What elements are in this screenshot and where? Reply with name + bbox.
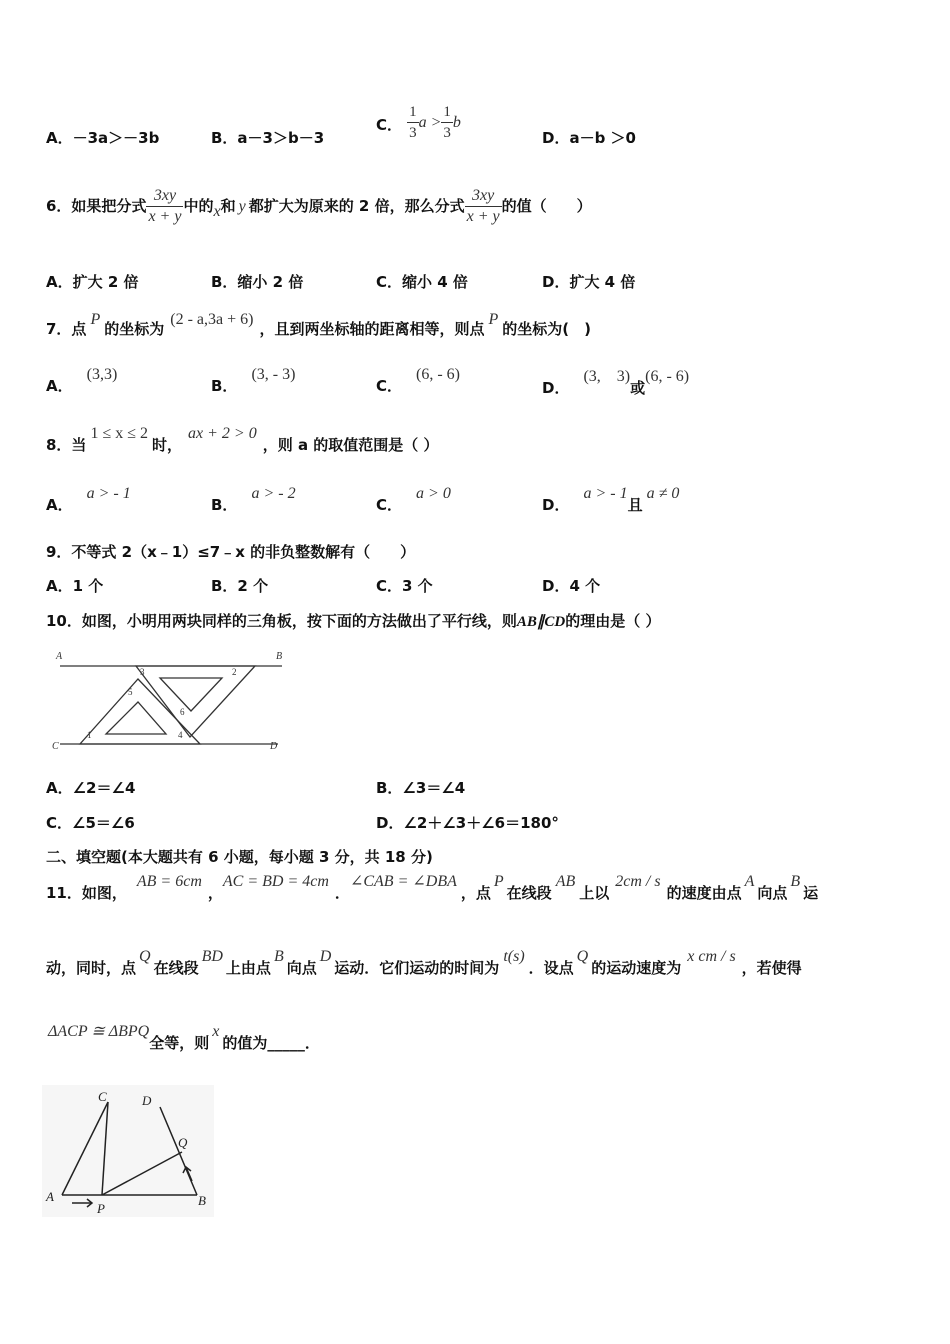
q7-option-a: A．(3,3) bbox=[46, 366, 118, 395]
q6-fraction-2: $\frac{3xy}{x + y}$ bbox=[466, 187, 500, 225]
q7-option-d: D．(3, 3)或(6, - 6) bbox=[542, 368, 690, 397]
fig-angle-5: 5 bbox=[128, 687, 133, 697]
q11-line-3: ΔACP ≅ ΔBPQ全等，则x的值为_____． bbox=[48, 1023, 320, 1052]
fig-angle-6: 6 bbox=[180, 707, 185, 717]
q5-option-c-label: C． bbox=[376, 116, 403, 134]
q8-option-d: D．a > - 1且a ≠ 0 bbox=[542, 485, 680, 514]
q9-option-b: B．2 个 bbox=[211, 577, 269, 595]
q6-option-c: C．缩小 4 倍 bbox=[376, 273, 468, 291]
q10-stem: 10．如图，小明用两块同样的三角板，按下面的方法做出了平行线，则AB∥CD的理由是（ ） bbox=[46, 612, 661, 630]
q5-option-a: A．－3a＞－3b bbox=[46, 129, 160, 147]
q8-range: 1 ≤ x ≤ 2 bbox=[90, 425, 148, 442]
q8-text-3: ，则 a 的取值范围是（ ） bbox=[262, 436, 439, 454]
q9-option-a: A．1 个 bbox=[46, 577, 104, 595]
q11-angles: ∠CAB = ∠DBA bbox=[349, 873, 457, 890]
q7-text-4: 的坐标为( ) bbox=[502, 320, 591, 338]
q8-option-b: B．a > - 2 bbox=[211, 485, 296, 514]
q8-text-1: 8．当 bbox=[46, 436, 87, 454]
fig-label-b: B bbox=[276, 651, 283, 662]
q11-speed: 2cm / s bbox=[615, 873, 661, 890]
q10-option-a: A．∠2＝∠4 bbox=[46, 779, 136, 797]
q11-figure bbox=[42, 1085, 214, 1217]
q7-option-b: B．(3, - 3) bbox=[211, 366, 296, 395]
q7-coord: (2 - a,3a + 6) bbox=[170, 311, 254, 328]
q10-option-b: B．∠3＝∠4 bbox=[376, 779, 466, 797]
q9-option-c: C．3 个 bbox=[376, 577, 433, 595]
fig11-label-c: C bbox=[98, 1089, 107, 1104]
q11-q-speed: x cm / s bbox=[687, 948, 736, 965]
q11-line-1: 11．如图，AB = 6cm，AC = BD = 4cm．∠CAB = ∠DBA，点P在线段AB上以2cm / s的速度由点A向点B运 bbox=[46, 873, 819, 902]
fig-label-c: C bbox=[52, 741, 59, 752]
fig-angle-1: 1 bbox=[87, 730, 92, 740]
fig-angle-4: 4 bbox=[178, 730, 183, 740]
q6-stem bbox=[46, 186, 592, 227]
fig11-label-b: B bbox=[198, 1193, 206, 1208]
q6-text-2: 和 bbox=[220, 197, 236, 215]
q6-option-a: A．扩大 2 倍 bbox=[46, 273, 139, 291]
q7-text-1: 7．点 bbox=[46, 320, 87, 338]
q11-time: t(s) bbox=[503, 948, 525, 965]
q5-c-fraction-1: $\frac{1}{3}$ bbox=[409, 104, 417, 141]
q7-stem bbox=[46, 308, 591, 338]
q8-inequality: ax + 2 > 0 bbox=[188, 425, 257, 442]
q6-fraction-1: $\frac{3xy}{x + y}$ bbox=[148, 187, 182, 225]
q9-option-d: D．4 个 bbox=[542, 577, 601, 595]
fig-angle-3: 3 bbox=[140, 667, 145, 677]
fig-label-d: D bbox=[270, 741, 278, 752]
triangle-board-1-hole bbox=[106, 702, 166, 734]
q8-option-a: A．a > - 1 bbox=[46, 485, 131, 514]
fig-angle-2: 2 bbox=[232, 667, 237, 677]
q11-answer-blank: 的值为_____． bbox=[222, 1034, 320, 1052]
triangle-board-2-hole bbox=[160, 678, 222, 711]
fig-label-a: A bbox=[56, 651, 63, 662]
q5-c-fraction-2: $\frac{1}{3}$ bbox=[443, 104, 451, 141]
q6-text-4: 的值（ ） bbox=[501, 197, 592, 215]
q6-option-d: D．扩大 4 倍 bbox=[542, 273, 636, 291]
q7-var-p: P bbox=[90, 311, 101, 328]
q11-ac-bd-length: AC = BD = 4cm bbox=[222, 873, 329, 890]
q7-option-c: C．(6, - 6) bbox=[376, 366, 460, 395]
q5-c-mid: a > bbox=[418, 114, 442, 131]
section2-title: 二、填空题(本大题共有 6 小题，每小题 3 分，共 18 分) bbox=[46, 848, 433, 866]
q6-var-y: y bbox=[238, 198, 246, 215]
q10-option-c: C．∠5＝∠6 bbox=[46, 814, 135, 832]
q11-congruence: ΔACP ≅ ΔBPQ bbox=[48, 1023, 150, 1040]
fig11-label-p: P bbox=[97, 1201, 105, 1216]
q6-var-x: x bbox=[213, 203, 221, 220]
q5-option-d: D．a－b ＞0 bbox=[542, 129, 636, 147]
q5-c-end: b bbox=[452, 114, 461, 131]
q10-ab-parallel-cd: AB∥CD bbox=[516, 614, 566, 630]
fig11-label-q: Q bbox=[178, 1135, 188, 1150]
q8-option-c: C．a > 0 bbox=[376, 485, 451, 514]
fig11-label-d: D bbox=[142, 1093, 152, 1108]
q6-text-1: 中的 bbox=[183, 197, 214, 215]
q8-text-2: 时， bbox=[152, 436, 183, 454]
q10-option-d: D．∠2＋∠3＋∠6＝180° bbox=[376, 814, 559, 832]
q7-text-2: 的坐标为 bbox=[104, 320, 165, 338]
q5-option-b: B．a－3＞b－3 bbox=[211, 129, 325, 147]
q6-option-b: B．缩小 2 倍 bbox=[211, 273, 304, 291]
fig11-label-a: A bbox=[46, 1189, 54, 1204]
q11-ab-length: AB = 6cm bbox=[136, 873, 202, 890]
triangle-board-2 bbox=[136, 666, 255, 737]
q5-option-c bbox=[376, 102, 461, 143]
q7-var-p2: P bbox=[488, 311, 499, 328]
q10-figure bbox=[50, 645, 290, 755]
q8-stem bbox=[46, 422, 439, 454]
q9-stem: 9．不等式 2（x﹣1）≤7﹣x 的非负整数解有（ ） bbox=[46, 543, 416, 561]
q6-prefix: 6．如果把分式 bbox=[46, 197, 147, 215]
q7-text-3: ，且到两坐标轴的距离相等，则点 bbox=[259, 320, 485, 338]
q6-text-3: 都扩大为原来的 2 倍，那么分式 bbox=[248, 197, 465, 215]
q11-line-2: 动，同时，点Q在线段BD上由点B向点D运动．它们运动的时间为t(s)．设点Q的运动速度为x cm / s，若使得 bbox=[46, 948, 802, 977]
